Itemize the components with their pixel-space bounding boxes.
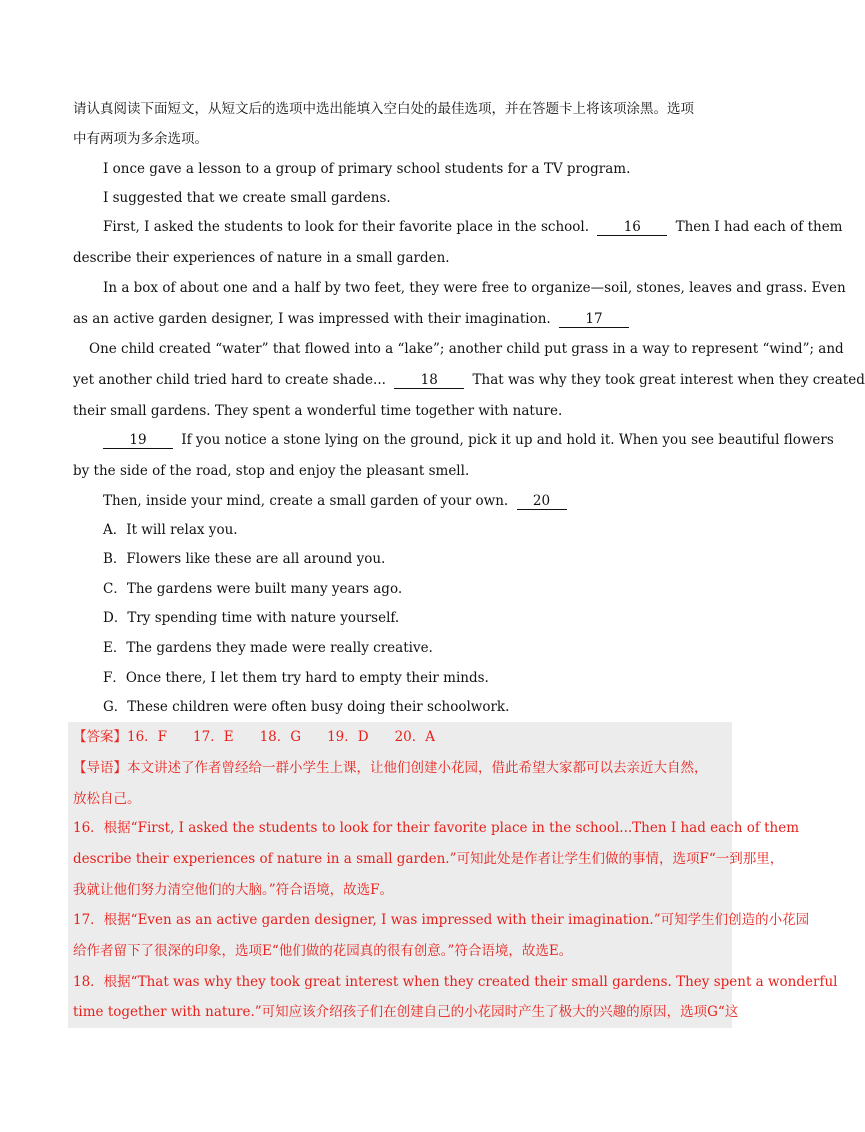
explanation-line: 我就让他们努力清空他们的大脑。”符合语境，故选F。 (73, 882, 394, 898)
passage-paragraph-4: In a box of about one and a half by two feet, they were free to organize—soil, stones, leaves and grass. Even (103, 280, 846, 296)
option-d: D．Try spending time with nature yourself. (103, 610, 400, 626)
answer-item: 16．F (127, 729, 168, 745)
passage-text: Then, inside your mind, create a small garden of your own. (103, 493, 509, 509)
passage-paragraph-5-cont (73, 370, 865, 390)
passage-text: If you notice a stone lying on the ground, pick it up and hold it. When you see beautiful flowers (181, 432, 834, 448)
option-a: A．It will relax you. (103, 522, 238, 538)
passage-paragraph-4-cont (73, 309, 733, 329)
explanation-line: 给作者留下了很深的印象，选项E“他们做的花园真的很有创意。”符合语境，故选E。 (73, 943, 573, 959)
guide-line-1 (73, 758, 733, 778)
passage-text: That was why they took great interest when they created (472, 372, 865, 388)
option-b: B．Flowers like these are all around you. (103, 551, 386, 567)
blank-20: 20 (517, 493, 567, 510)
passage-text: as an active garden designer, I was impressed with their imagination. (73, 311, 551, 327)
explanation-line: 17．根据“Even as an active garden designer, I was impressed with their imagination.”可知学生们创造的小花园 (73, 912, 810, 928)
guide-text: 本文讲述了作者曾经给一群小学生上课，让他们创建小花园，借此希望大家都可以去亲近大自然， (127, 760, 708, 776)
answer-line (73, 727, 733, 747)
answer-label: 【答案】 (73, 729, 127, 745)
passage-paragraph-7 (103, 491, 733, 511)
passage-paragraph-1: I once gave a lesson to a group of primary school students for a TV program. (103, 161, 631, 177)
explanation-line: 18．根据“That was why they took great interest when they created their small gardens. They spent a wonderful (73, 974, 838, 990)
blank-18: 18 (394, 372, 464, 389)
blank-17: 17 (559, 311, 629, 328)
passage-paragraph-5: One child created “water” that flowed into a “lake”; another child put grass in a way to represent “wind”; and (89, 341, 844, 357)
explanation-line: 16．根据“First, I asked the students to look for their favorite place in the school...Then I had each of them (73, 820, 800, 836)
instruction-line-2: 中有两项为多余选项。 (73, 131, 208, 147)
answer-item: 19．D (327, 729, 369, 745)
passage-text: yet another child tried hard to create shade... (73, 372, 386, 388)
passage-text: describe their experiences of nature in a small garden. (73, 250, 450, 266)
answer-item: 17．E (193, 729, 234, 745)
passage-text: Then I had each of them (675, 219, 843, 235)
guide-label: 【导语】 (73, 760, 127, 776)
answer-item: 18．G (259, 729, 302, 745)
instruction-line-1: 请认真阅读下面短文，从短文后的选项中选出能填入空白处的最佳选项，并在答题卡上将该项涂黑。选项 (73, 101, 694, 117)
answer-item: 20．A (394, 729, 436, 745)
guide-line-2: 放松自己。 (73, 791, 141, 807)
passage-text: by the side of the road, stop and enjoy the pleasant smell. (73, 463, 470, 479)
explanation-line: time together with nature.”可知应该介绍孩子们在创建自己的小花园时产生了极大的兴趣的原因，选项G“这 (73, 1004, 739, 1020)
blank-19: 19 (103, 432, 173, 449)
passage-paragraph-6 (103, 430, 834, 450)
explanation-line: describe their experiences of nature in a small garden.”可知此处是作者让学生们做的事情，选项F“一到那里， (73, 851, 784, 867)
option-e: E．The gardens they made were really creative. (103, 640, 433, 656)
passage-paragraph-2: I suggested that we create small gardens. (103, 190, 391, 206)
passage-text: First, I asked the students to look for their favorite place in the school. (103, 219, 589, 235)
passage-paragraph-3 (103, 217, 843, 237)
blank-16: 16 (597, 219, 667, 236)
option-g: G．These children were often busy doing their schoolwork. (103, 699, 510, 715)
passage-text: their small gardens. They spent a wonderful time together with nature. (73, 403, 563, 419)
option-f: F．Once there, I let them try hard to empty their minds. (103, 670, 489, 686)
option-c: C．The gardens were built many years ago. (103, 581, 403, 597)
